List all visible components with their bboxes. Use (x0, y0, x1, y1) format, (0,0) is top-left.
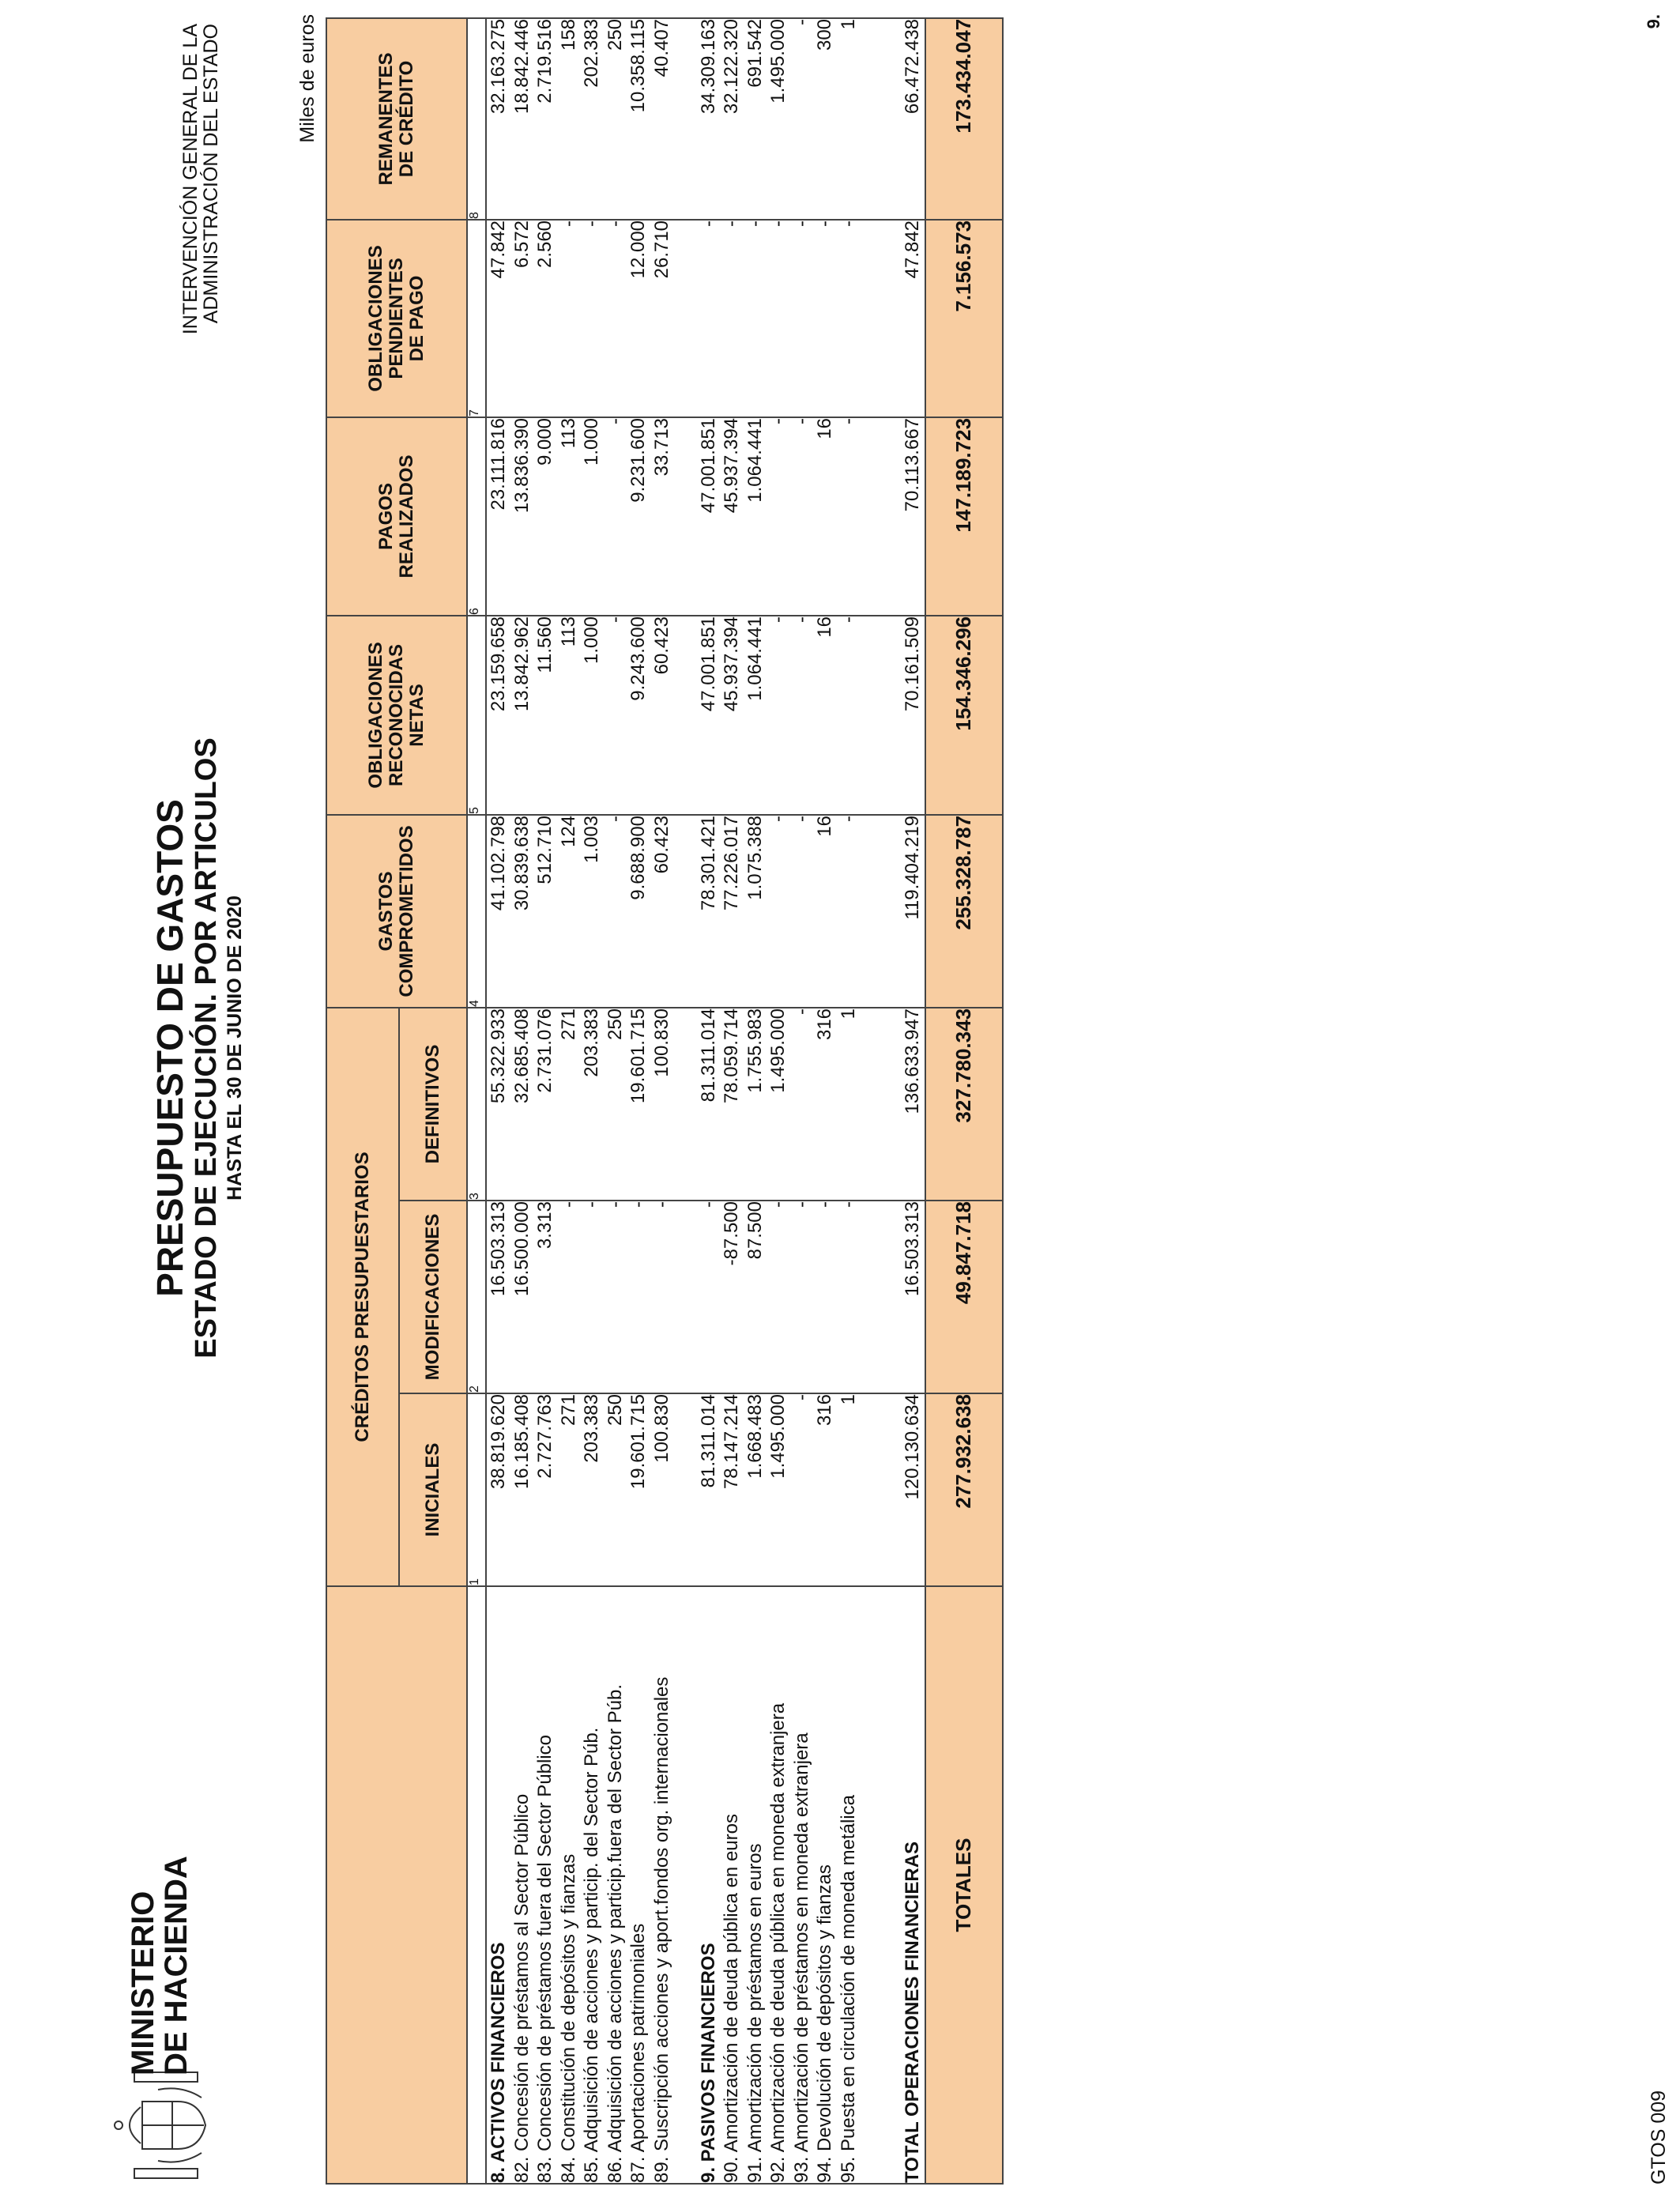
total-value: 7.156.573 (925, 220, 1003, 417)
row-value: 119.404.219 (902, 815, 923, 920)
row-value: 100.830 (650, 1394, 672, 1463)
row-value: 1.495.000 (767, 18, 789, 104)
value-column (486, 815, 925, 1008)
row-value: 10.358.115 (627, 18, 649, 113)
total-value: 327.780.343 (925, 1008, 1003, 1201)
row-value: 271 (557, 1394, 579, 1427)
row-value: - (581, 220, 602, 227)
value-column (486, 220, 925, 417)
row-value: - (767, 417, 789, 424)
header-obligaciones-3: NETAS (406, 684, 428, 747)
header-pendientes-2: PENDIENTES (386, 258, 407, 379)
row-label: 92. Amortización de deuda pública en moneda extranjera (767, 1702, 789, 2183)
row-value: 1 (837, 1394, 859, 1405)
header-remanentes-2: DE CRÉDITO (396, 60, 417, 178)
row-value: 78.059.714 (721, 1008, 742, 1104)
row-value: 1.064.441 (744, 616, 766, 701)
row-spacer (673, 1587, 697, 2183)
row-value: 32.163.275 (488, 18, 509, 115)
row-value: - (814, 220, 835, 227)
row-value: 202.383 (581, 18, 602, 88)
row-value: - (604, 815, 626, 822)
row-value: 41.102.798 (488, 815, 509, 911)
row-value: - (814, 1201, 835, 1208)
column-number: 8 (467, 18, 486, 220)
row-value: - (790, 815, 812, 822)
row-label: 93. Amortización de préstamos en moneda extranjera (790, 1732, 812, 2183)
row-value: 18.842.446 (510, 18, 533, 115)
row-value: 512.710 (534, 815, 556, 884)
header-pendientes-1: OBLIGACIONES (365, 245, 386, 392)
row-value: - (790, 220, 812, 227)
row-value: 34.309.163 (697, 18, 719, 115)
row-value: 70.113.667 (902, 417, 923, 512)
row-value: 203.383 (581, 1394, 602, 1463)
row-value: 81.311.014 (697, 1008, 719, 1103)
row-value: 2.719.516 (534, 18, 556, 104)
row-label: 82. Concesión de préstamos al Sector Público (510, 1793, 533, 2183)
column-number: 5 (467, 616, 486, 815)
row-value: 32.122.320 (721, 18, 742, 115)
row-value: - (697, 1201, 719, 1208)
row-value: 19.601.715 (627, 1394, 649, 1490)
row-value: 47.842 (488, 220, 509, 279)
row-value: 136.633.947 (902, 1008, 923, 1114)
row-value: 1 (837, 18, 859, 30)
row-value: 1.003 (581, 815, 602, 864)
column-number: 6 (467, 417, 486, 616)
row-value: 1.668.483 (744, 1394, 766, 1479)
row-value: 2.560 (534, 220, 556, 269)
row-label: 83. Concesión de préstamos fuera del Sector Público (534, 1735, 556, 2183)
row-value: - (581, 1201, 602, 1208)
header-concept (326, 1586, 467, 2184)
ministry-name (126, 1856, 193, 2075)
row-value: 1.000 (581, 417, 602, 466)
units-label: Miles de euros (296, 14, 318, 143)
row-value: - (790, 1394, 812, 1400)
row-value: -87.500 (721, 1201, 742, 1266)
row-value: 9.688.900 (627, 815, 649, 900)
row-value: 16.503.313 (488, 1201, 509, 1297)
row-value: 13.842.962 (510, 616, 533, 712)
budget-table (326, 17, 1004, 2185)
row-value: 47.842 (902, 220, 923, 279)
row-value: - (557, 220, 579, 227)
header-remanentes (326, 18, 467, 220)
row-value: 250 (604, 18, 626, 51)
row-value: - (790, 616, 812, 623)
row-value: 45.937.394 (721, 417, 742, 514)
row-spacer (673, 19, 697, 219)
column-number: 2 (467, 1201, 486, 1393)
report-title (150, 692, 247, 1404)
row-value: 33.713 (650, 417, 672, 477)
row-spacer (860, 816, 901, 1007)
concept-column (486, 1586, 925, 2184)
title-line-3: HASTA EL 30 DE JUNIO DE 2020 (224, 895, 246, 1201)
row-value: 9.000 (534, 417, 556, 466)
row-value: 691.542 (744, 18, 766, 88)
row-label: 87. Aportaciones patrimoniales (627, 1923, 649, 2183)
row-spacer (673, 816, 697, 1007)
row-value: 70.161.509 (902, 616, 923, 712)
row-value: - (604, 220, 626, 227)
row-spacer (673, 418, 697, 615)
value-column (486, 1201, 925, 1393)
row-value: 1.075.388 (744, 815, 766, 900)
row-value: - (767, 616, 789, 623)
row-value: 1.495.000 (767, 1008, 789, 1093)
row-value: 1.495.000 (767, 1394, 789, 1479)
row-value: - (837, 220, 859, 227)
row-value: 1.755.983 (744, 1008, 766, 1093)
row-spacer (673, 1201, 697, 1393)
row-value: 38.819.620 (488, 1394, 509, 1490)
row-value: 77.226.017 (721, 815, 742, 911)
row-value: - (767, 220, 789, 227)
row-value: 16.500.000 (510, 1201, 533, 1297)
total-value: 154.346.296 (925, 616, 1003, 815)
row-value: 100.830 (650, 1008, 672, 1077)
total-value: 173.434.047 (925, 18, 1003, 220)
title-line-2: ESTADO DE EJECUCIÓN. POR ARTICULOS (190, 737, 223, 1359)
row-value: 16 (814, 616, 835, 638)
row-value: 120.130.634 (902, 1394, 923, 1500)
row-value: 47.001.851 (697, 616, 719, 712)
row-value: 16.503.313 (902, 1201, 923, 1297)
total-value: 255.328.787 (925, 815, 1003, 1008)
row-value: 250 (604, 1008, 626, 1041)
row-value: - (837, 1201, 859, 1208)
title-line-1: PRESUPUESTO DE GASTOS (149, 799, 190, 1297)
row-value: 16 (814, 417, 835, 439)
row-label: 90. Amortización de deuda pública en euros (721, 1814, 742, 2183)
row-value: 250 (604, 1394, 626, 1427)
column-number: 3 (467, 1008, 486, 1201)
column-number: 1 (467, 1393, 486, 1586)
row-value: - (721, 220, 742, 227)
row-value: - (650, 1201, 672, 1208)
header-gastos-1: GASTOS (375, 871, 397, 952)
row-value: - (767, 815, 789, 822)
header-pagos (326, 417, 467, 616)
row-value: 316 (814, 1008, 835, 1041)
coat-of-arms-icon (111, 2066, 213, 2185)
row-label: 84. Constitución de depósitos y fianzas (557, 1853, 579, 2183)
header-iniciales: INICIALES (399, 1393, 467, 1586)
row-value: 60.423 (650, 815, 672, 874)
page-number: 9. (1644, 14, 1663, 29)
total-value: 277.932.638 (925, 1393, 1003, 1586)
value-column (486, 616, 925, 815)
row-value: 271 (557, 1008, 579, 1041)
row-value: 113 (557, 616, 579, 647)
header-pagos-2: REALIZADOS (396, 454, 417, 579)
row-value: 47.001.851 (697, 417, 719, 514)
value-column (486, 18, 925, 220)
header-gastos (326, 815, 467, 1008)
row-value: 158 (557, 18, 579, 51)
header-obligaciones-2: RECONOCIDAS (386, 643, 407, 786)
row-value: - (790, 1201, 812, 1208)
row-value: 12.000 (627, 220, 649, 279)
row-value: - (697, 220, 719, 227)
row-spacer (673, 1008, 697, 1200)
row-value: 9.231.600 (627, 417, 649, 503)
row-value: 1.000 (581, 616, 602, 665)
row-spacer (860, 1008, 901, 1200)
row-value: 26.710 (650, 220, 672, 279)
row-value: 60.423 (650, 616, 672, 675)
row-spacer (860, 19, 901, 219)
header-pendientes-3: DE PAGO (406, 275, 428, 362)
row-value: - (604, 417, 626, 424)
row-label: 91. Amortización de préstamos en euros (744, 1843, 766, 2183)
column-number: 4 (467, 815, 486, 1008)
row-value: 87.500 (744, 1201, 766, 1260)
row-spacer (673, 221, 697, 417)
row-value: - (604, 1201, 626, 1208)
row-value: 1.064.441 (744, 417, 766, 503)
row-spacer (860, 616, 901, 814)
header-remanentes-1: REMANENTES (375, 52, 397, 186)
issuer-line-2: ADMINISTRACIÓN DEL ESTADO (200, 24, 222, 324)
row-label: 8. ACTIVOS FINANCIEROS (488, 1942, 509, 2183)
row-value: - (790, 417, 812, 424)
header-obligaciones (326, 616, 467, 815)
row-value: - (837, 417, 859, 424)
row-label: 86. Adquisición de acciones y particip.fuera del Sector Púb. (604, 1683, 626, 2183)
row-value: 78.147.214 (721, 1394, 742, 1490)
row-value: 316 (814, 1394, 835, 1427)
total-value: 147.189.723 (925, 417, 1003, 616)
row-value: 16.185.408 (510, 1394, 533, 1490)
totals-label: TOTALES (925, 1586, 1003, 2184)
row-value: 1 (837, 1008, 859, 1020)
row-spacer (860, 1587, 901, 2183)
row-value: 124 (557, 815, 579, 848)
row-value: 2.731.076 (534, 1008, 556, 1093)
row-label: 89. Suscripción acciones y aport.fondos org. internacionales (650, 1676, 672, 2183)
row-label: 94. Devolución de depósitos y fianzas (814, 1864, 835, 2183)
row-value: 66.472.438 (902, 18, 923, 115)
issuer (180, 24, 221, 387)
ministry-line-2: DE HACIENDA (159, 1856, 194, 2075)
ministry-line-1: MINISTERIO (126, 1891, 160, 2075)
row-value: - (790, 1008, 812, 1015)
issuer-line-1: INTERVENCIÓN GENERAL DE LA (179, 24, 202, 335)
column-number-row (467, 18, 486, 2184)
row-value: 32.685.408 (510, 1008, 533, 1104)
row-label: 9. PASIVOS FINANCIEROS (697, 1943, 719, 2183)
row-value: 113 (557, 417, 579, 449)
row-value: 300 (814, 18, 835, 51)
row-value: 19.601.715 (627, 1008, 649, 1104)
row-value: 40.407 (650, 18, 672, 77)
row-value: - (744, 220, 766, 227)
header-creditos: CRÉDITOS PRESUPUESTARIOS (326, 1008, 399, 1586)
total-value: 49.847.718 (925, 1201, 1003, 1393)
column-number-empty (467, 1586, 486, 2184)
row-value: 6.572 (510, 220, 533, 269)
row-value: 9.243.600 (627, 616, 649, 701)
row-value: 203.383 (581, 1008, 602, 1077)
row-value: - (767, 1201, 789, 1208)
row-value: - (790, 18, 812, 25)
row-value: 16 (814, 815, 835, 837)
row-value: 2.727.763 (534, 1394, 556, 1479)
header-gastos-2: COMPROMETIDOS (396, 825, 417, 997)
row-spacer (673, 616, 697, 814)
row-value: 23.111.816 (488, 417, 509, 511)
column-number: 7 (467, 220, 486, 417)
row-value: 78.301.421 (697, 815, 719, 911)
row-value: - (627, 1201, 649, 1208)
row-spacer (860, 1394, 901, 1585)
row-value: - (557, 1201, 579, 1208)
value-column (486, 417, 925, 616)
row-value: - (837, 616, 859, 623)
header-pendientes (326, 220, 467, 417)
row-value: 11.560 (534, 616, 556, 673)
row-spacer (673, 1394, 697, 1585)
header-obligaciones-1: OBLIGACIONES (365, 642, 386, 789)
totals-row (925, 18, 1003, 2184)
row-value: 45.937.394 (721, 616, 742, 712)
row-spacer (860, 221, 901, 417)
row-label: 85. Adquisición de acciones y particip. del Sector Púb. (581, 1727, 602, 2183)
row-spacer (860, 1201, 901, 1393)
row-value: 55.322.933 (488, 1008, 509, 1104)
row-value: 13.836.390 (510, 417, 533, 514)
table-body-row (486, 18, 925, 2184)
row-spacer (860, 418, 901, 615)
header-pagos-1: PAGOS (375, 483, 397, 550)
row-value: 30.839.638 (510, 815, 533, 911)
row-value: - (604, 616, 626, 623)
row-value: - (837, 815, 859, 822)
value-column (486, 1393, 925, 1586)
row-label: 95. Puesta en circulación de moneda metálica (837, 1795, 859, 2183)
row-label: TOTAL OPERACIONES FINANCIERAS (902, 1841, 923, 2183)
value-column (486, 1008, 925, 1201)
header-definitivos: DEFINITIVOS (399, 1008, 467, 1201)
row-value: 23.159.658 (488, 616, 509, 712)
form-code: GTOS 009 (1648, 2090, 1670, 2185)
row-value: 81.311.014 (697, 1394, 719, 1488)
row-value: 3.313 (534, 1201, 556, 1250)
header-modificaciones: MODIFICACIONES (399, 1201, 467, 1393)
